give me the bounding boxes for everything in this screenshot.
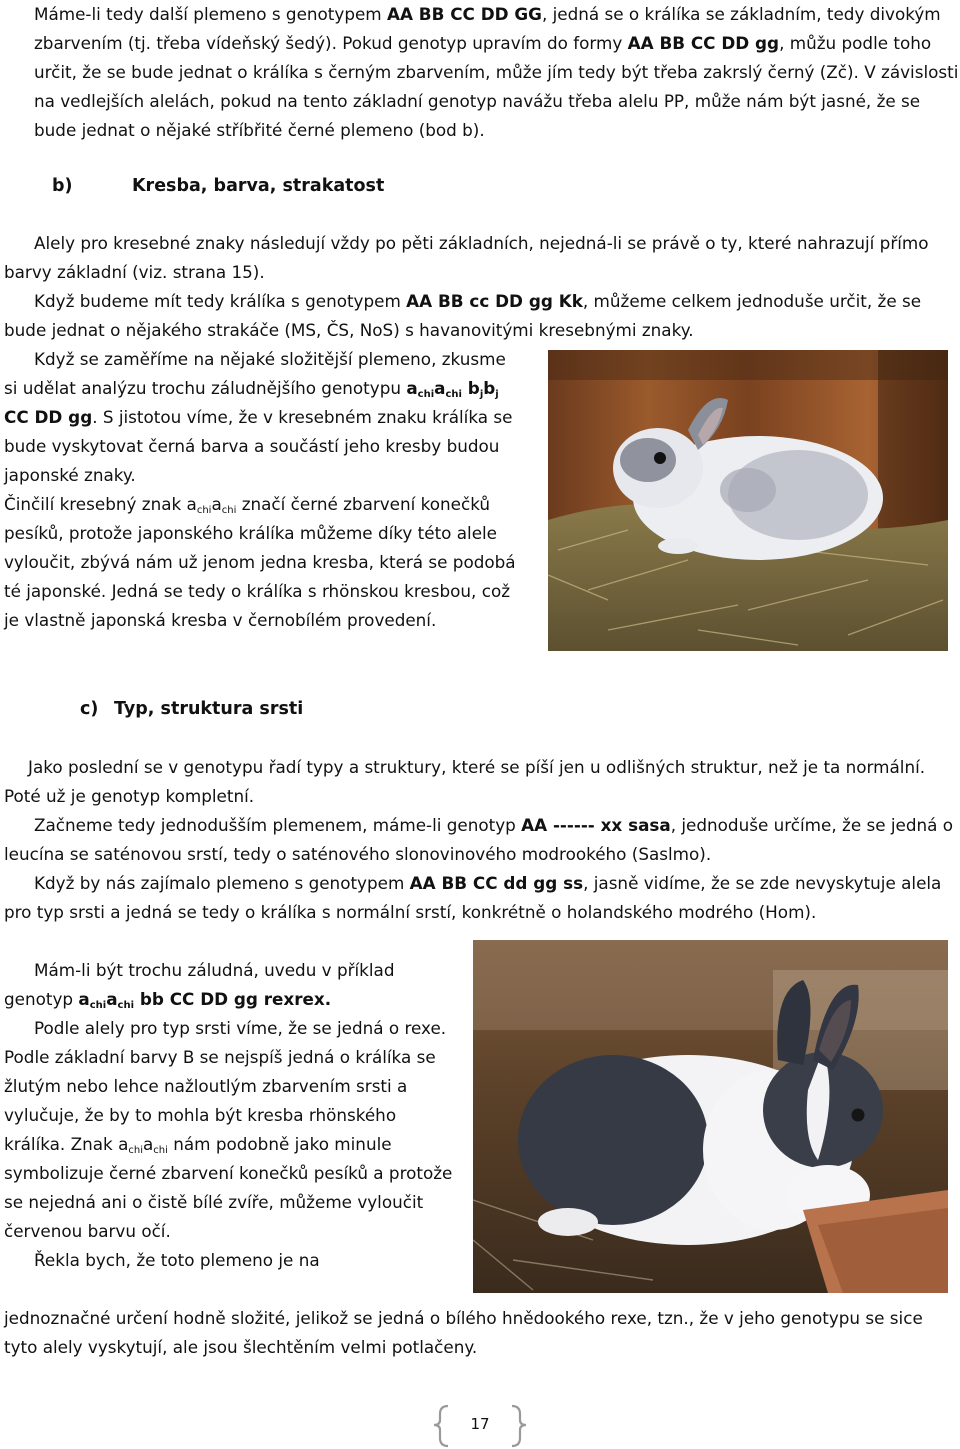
section-title: Kresba, barva, strakatost bbox=[132, 176, 385, 196]
genotype: AA ------ xx sasa bbox=[521, 815, 671, 835]
text: , můžeme celkem jednoduše určit, že se bude jednat o nějakého strakáče (MS, ČS, NoS) s havanovitými kresebnými znaky. bbox=[4, 291, 922, 340]
text: Alely pro kresebné znaky následují vždy po pěti základních, nejedná-li se právě o ty, které nahrazují přímo barvy základní (viz. strana 15). bbox=[4, 233, 929, 282]
section-heading-b bbox=[52, 172, 384, 201]
text: Máme-li tedy další plemeno s genotypem bbox=[34, 4, 387, 24]
genotype: AA BB CC dd gg ss bbox=[409, 873, 584, 893]
paragraph-alleles bbox=[4, 229, 960, 345]
genotype: AA BB cc DD gg Kk bbox=[406, 291, 583, 311]
section-marker: c) bbox=[80, 699, 99, 719]
paragraph-conclusion: jednoznačné určení hodně složité, jelikož se jedná o bílého hnědookého rexe, tzn., že v jeho genotypu se sice tyto alely vyskytují, ale jsou šlechtěním velmi potlačeny. bbox=[4, 1308, 923, 1357]
text: , můžu podle toho určit, že se bude jednat o králíka s černým zbarvením, může jím tedy být třeba zakrslý černý (Zč). V závislosti na vedlejších alelách, pokud na tento základní genotyp navážu třeba alelu PP, může nám být jasné, že se bude jednat o nějaké stříbřité černé plemeno (bod b). bbox=[34, 33, 959, 140]
text: Když se zaměříme na nějaké složitější plemeno, zkusme si udělat analýzu trochu záludnějšího genotypu bbox=[4, 349, 506, 398]
genotype: $a_{chi}a_{chi}$ $b_jb_j$ CC DD gg bbox=[4, 378, 499, 427]
section-heading-c bbox=[80, 695, 303, 724]
text: Když budeme mít tedy králíka s genotypem bbox=[34, 291, 407, 311]
paragraph-analysis: Když se zaměříme na nějaké složitější plemeno, zkusme si udělat analýzu trochu záludnějšího genotypu $a_{chi}a_{chi}$ $b_jb_j$ CC DD gg. S jistotou víme, že v kresebném znaku králíka se bude vyskytovat černá barva a součástí jeho kresby budou japonské znaky. Činčilí kresebný znak $a_{chi}a_{chi}$ značí černé zbarvení konečků pesíků, protože japonského králíka můžeme díky této alele vyloučit, zbývá nám už jenom jedna kresba, která se podobá té japonské. Jedná se tedy o králíka s rhönskou kresbou, což je vlastně japonská kresba v černobílém provedení. bbox=[4, 349, 516, 630]
section-marker: b) bbox=[52, 176, 73, 196]
paragraph-intro bbox=[34, 0, 960, 145]
section-title: Typ, struktura srsti bbox=[114, 699, 304, 719]
photo-rhoen-rabbit bbox=[548, 350, 948, 651]
genotype: AA BB CC DD gg bbox=[627, 33, 780, 53]
text: . S jistotou víme, že v kresebném znaku králíka se bude vyskytovat černá barva a součástí jeho kresby budou japonské znaky. bbox=[4, 407, 513, 485]
paragraph-rex: Mám-li být trochu záludná, uvedu v příklad genotyp $a_{chi}a_{chi}$ bb CC DD gg rexrex. Podle alely pro typ srsti víme, že se jedná o rexe. Podle základní barvy B se nejspíš jedná o králíka se žlutým nebo lehce nažloutlým zbarvením srsti a vylučuje, že by to mohla být kresba rhönského králíka. Znak $a_{chi}a_{chi}$ nám podobně jako minule symbolizuje černé zbarvení konečků pesíků a protože se nejedná ani o čistě bílé zvíře, můžeme vyloučit červenou barvu očí. Řekla bych, že toto plemeno je na bbox=[4, 960, 453, 1270]
photo-dutch-rabbit bbox=[473, 940, 948, 1293]
paragraph-coat-type: Jako poslední se v genotypu řadí typy a struktury, které se píší jen u odlišných struktur, než je ta normální. Poté už je genotyp kompletní. Začneme tedy jednodušším plemenem, máme-li genotyp AA ------ xx sasa, jednoduše určíme, že se jedná o leucína se saténovou srstí, tedy o saténového slonovinového modrookého (Saslmo). Když by nás zajímalo plemeno s genotypem AA BB CC dd gg ss, jasně vidíme, že se zde nevyskytuje alela pro typ srsti a jedná se tedy o králíka s normální srstí, konkrétně o holandského modrého (Hom). bbox=[4, 757, 954, 922]
page-number: 17 bbox=[470, 1415, 490, 1433]
text: , jedná se o králíka se základním, tedy divokým zbarvením (tj. třeba vídeňský šedý). Pokud genotyp upravím do formy bbox=[34, 4, 941, 53]
genotype: AA BB CC DD GG bbox=[386, 4, 542, 24]
genotype: $a_{chi}a_{chi}$ bb CC DD gg rexrex. bbox=[78, 989, 332, 1011]
text: Jako poslední se v genotypu řadí typy a struktury, které se píší jen u odlišných struktur, než je ta normální. Poté už je genotyp kompletní. bbox=[4, 757, 926, 806]
